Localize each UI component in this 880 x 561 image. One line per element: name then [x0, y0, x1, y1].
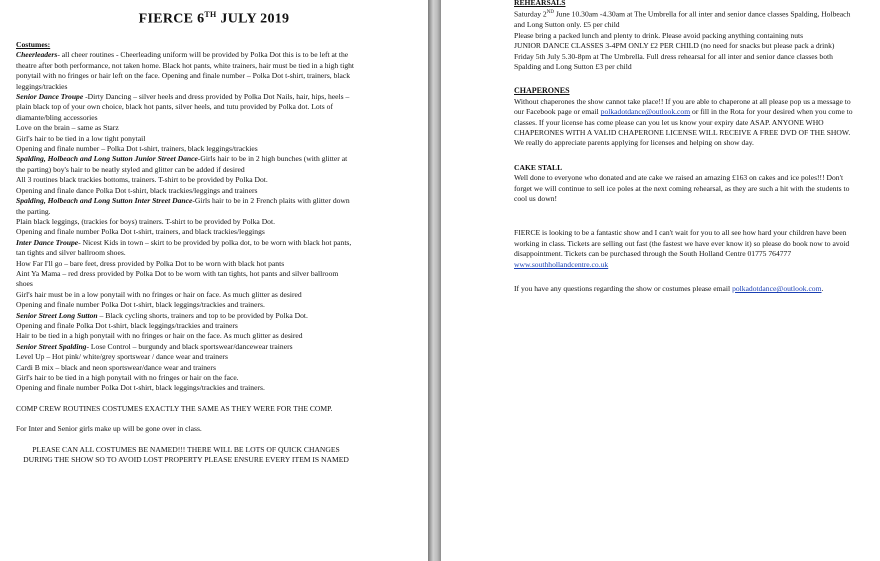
saturday-superscript: ND	[546, 10, 554, 16]
title-text: FIERCE 6	[138, 11, 205, 27]
opening-finale-line-5: Opening and finale Polka Dot t-shirt, black leggings/trackies and trainers	[16, 320, 238, 330]
rehearsals-heading: REHEARSALS	[514, 0, 566, 7]
opening-finale-line-1: Opening and finale number – Polka Dot t-shirt, trainers, black leggings/trackies	[16, 144, 258, 154]
costumes-section	[16, 40, 356, 465]
saturday-text: Saturday 2	[514, 9, 547, 19]
hair-high-line: Hair to be tied in a high ponytail with no fringes or hair on the face. As much glitter as desired	[16, 331, 303, 341]
junior-street-text: -Girls hair to be in 2 high bunches (with glitter at the parting) boy's hair to be neatly styled and glitter can be added if desired	[16, 154, 348, 174]
girls-hair-high-line: Girl's hair to be tied in a high ponytail with no fringes or hair on the face.	[16, 373, 239, 382]
friday-rehearsal-line: Friday 5th July 5.30-8pm at The Umbrella. Full dress rehearsal for all inter and senior dance classes both Spalding and Long Sutton £3 per child	[514, 51, 833, 71]
opening-finale-line-4: Opening and finale number Polka Dot t-shirt, black leggings/trackies and trainers.	[16, 300, 265, 310]
opening-finale-line-3: Opening and finale number Polka Dot t-shirt, trainers, and black trackies/leggings	[16, 227, 265, 237]
chaperones-text-2: or fill in the Rota for your desired when you come to classes. If your license has come please can you let us know your expiry date ASAP. ANYONE WHO CHAPERONES WITH A VALID CHAPERONE LICENSE WILL RECEIVE A FREE DVD OF THE SHOW. We really do appreciate parents applying for licenses and helping on show day.	[514, 107, 853, 148]
page-title	[0, 10, 428, 28]
costumes-heading: Costumes:	[16, 40, 51, 49]
aint-ya-mama-line: Aint Ya Mama – red dress provided by Polka Dot to be worn with tan tights, hot pants and silver ballroom shoes	[16, 268, 339, 289]
inter-dance-troupe-text: - Nicest Kids in town – skirt to be provided by polka dot, to be worn with black hot pants, tan tights and silver ballroom shoes.	[16, 237, 352, 258]
fierce-paragraph	[514, 228, 856, 270]
chaperones-heading: CHAPERONES	[514, 86, 570, 96]
questions-text: If you have any questions regarding the show or costumes please email	[514, 284, 733, 294]
senior-street-ls-label: Senior Street Long Sutton	[16, 310, 98, 320]
costumes-named-notice: PLEASE CAN ALL COSTUMES BE NAMED!!! THERE WILL BE LOTS OF QUICK CHANGES DURING THE SHOW SO TO AVOID LOST PROPERTY PLEASE ENSURE EVERY ITEM IS NAMED	[23, 444, 349, 465]
senior-street-ls-text: – Black cycling shorts, trainers and top to be provided by Polka Dot.	[97, 310, 308, 320]
opening-finale-line-6: Opening and finale number Polka Dot t-shirt, black leggings/trackies and trainers.	[16, 383, 265, 393]
girls-hair-low-line: Girl's hair to be tied in a low tight ponytail	[16, 133, 146, 143]
inter-street-paragraph	[16, 196, 356, 217]
inter-street-label: Spalding, Holbeach and Long Sutton Inter Street Dance	[16, 196, 193, 206]
junior-street-label: Spalding, Holbeach and Long Sutton Junior Street Dance	[16, 154, 198, 164]
questions-end: .	[821, 284, 824, 294]
page-gutter	[428, 0, 441, 561]
comp-crew-line: COMP CREW ROUTINES COSTUMES EXACTLY THE SAME AS THEY WERE FOR THE COMP.	[16, 403, 333, 413]
chaperones-paragraph	[514, 97, 856, 149]
left-page	[0, 0, 428, 561]
senior-street-sp-paragraph	[16, 342, 356, 352]
senior-street-ls-paragraph	[16, 311, 356, 321]
cake-stall-heading: CAKE STALL	[514, 162, 563, 172]
chaperones-email-link[interactable]: polkadotdance@outlook.com	[600, 107, 691, 117]
inter-dance-troupe-paragraph	[16, 238, 356, 259]
senior-dance-troupe-label: Senior Dance Troupe	[16, 92, 84, 102]
cake-stall-paragraph: Well done to everyone who donated and ate cake we raised an amazing £163 on cakes and ice poles!!! Don't forget we will continue to sell ice poles at the next coming rehearsal, as they are such a hit with the students to cool us down!	[514, 173, 850, 204]
cheerleaders-paragraph	[16, 50, 356, 92]
senior-street-sp-text: - Lose Control – burgundy and black sportswear/dancewear trainers	[86, 341, 293, 351]
level-up-line: Level Up – Hot pink/ white/grey sportswear / dance wear and trainers	[16, 352, 228, 362]
fierce-text: FIERCE is looking to be a fantastic show and I can't wait for you to all see how hard your children have been working in class. Tickets are selling out fast (the fastest we have ever know it) so please do book now to avoid disappointment. Tickets can be purchased through the South Holland Centre 01775 764777	[514, 228, 850, 259]
cheerleaders-label: Cheerleaders	[16, 50, 58, 60]
saturday-rehearsal-line	[514, 8, 856, 30]
saturday-rest-text: June 10.30am -4.30am at The Umbrella for all inter and senior dance classes Spalding, Holbeach and Long Sutton only. £5 per child	[514, 9, 851, 30]
title-superscript: TH	[204, 10, 217, 19]
junior-street-paragraph	[16, 154, 356, 175]
girls-hair-low-line-2: Girl's hair must be in a low ponytail with no fringes or hair on face. As much glitter as desired	[16, 289, 302, 299]
all-3-routines-line: All 3 routines black trackies bottoms, trainers. T-shirt to be provided by Polka Dot.	[16, 175, 268, 185]
inter-street-text: -Girls hair to be in 2 French plaits with glitter down the parting.	[16, 196, 350, 216]
senior-dance-troupe-paragraph	[16, 92, 356, 123]
bring-lunch-line: Please bring a packed lunch and plenty to drink. Please avoid packing anything containing nuts	[514, 30, 804, 40]
love-on-brain-line: Love on the brain – same as Starz	[16, 123, 119, 133]
questions-paragraph	[514, 284, 856, 294]
how-far-line: How Far I'll go – bare feet, dress provided by Polka Dot to be worn with black hot pants	[16, 258, 285, 268]
opening-finale-line-2: Opening and finale dance Polka Dot t-shirt, black trackies/leggings and trainers	[16, 185, 258, 195]
right-column	[514, 0, 856, 294]
cardi-b-line: Cardi B mix – black and neon sportswear/dance wear and trainers	[16, 362, 216, 372]
right-page	[441, 0, 880, 561]
make-up-line: For Inter and Senior girls make up will be gone over in class.	[16, 424, 202, 434]
junior-classes-line: JUNIOR DANCE CLASSES 3-4PM ONLY £2 PER CHILD (no need for snacks but please pack a drink)	[514, 41, 835, 51]
senior-dance-troupe-text: -Dirty Dancing – silver heels and dress provided by Polka Dot Nails, hair, hips, heels – plain black top of your own choice, black hot pants, silver heels, and tutu provided by Polka dot. Lots of diamante/bling accessories	[16, 92, 350, 122]
inter-dance-troupe-label: Inter Dance Troupe	[16, 237, 79, 247]
plain-black-line: Plain black leggings, (trackies for boys) trainers. T-shirt to be provided by Polka Dot.	[16, 216, 275, 226]
cheerleaders-text: - all cheer routines - Cheerleading uniform will be provided by Polka Dot this is to be left at the theatre after both performance, not taken home. Black hot pants, white trainers, hair must be tied in a high tight ponytail with no fringes or hair left on the face. Opening and finale number – Polka Dot t-shirt, trainers, black leggings/trackies	[16, 50, 355, 91]
title-date: JULY 2019	[216, 11, 290, 27]
questions-email-link[interactable]: polkadotdance@outlook.com	[732, 284, 822, 294]
senior-street-sp-label: Senior Street Spalding	[16, 341, 87, 351]
chaperones-text-1: Without chaperones the show cannot take place!! If you are able to chaperone at all please pop us a message to our Facebook page or email	[514, 96, 851, 117]
south-holland-centre-link[interactable]: www.southhollandcentre.co.uk	[514, 259, 609, 269]
